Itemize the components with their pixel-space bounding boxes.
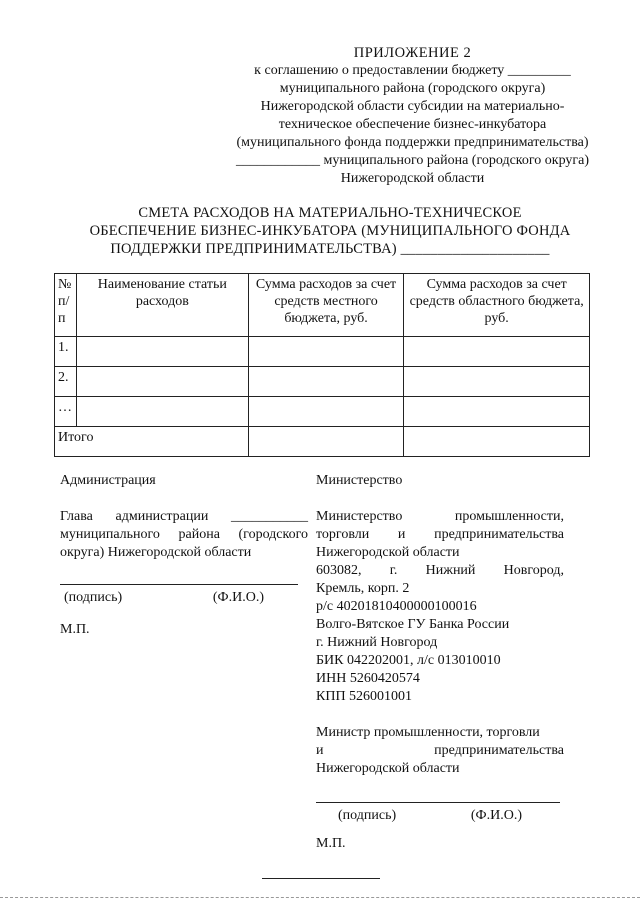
row-number: …	[55, 397, 77, 427]
kpp: КПП 526001001	[316, 689, 413, 704]
row-number: 2.	[55, 367, 77, 397]
header-item: Наименование статьи расходов	[76, 274, 248, 337]
row-number: 1.	[55, 337, 77, 367]
stamp-label: М.П.	[316, 836, 346, 851]
party-administration: Администрация	[60, 473, 156, 488]
party-ministry: Министерство	[316, 473, 403, 488]
signature-labels	[316, 807, 522, 825]
header-local-budget: Сумма расходов за счет средств местного бюджета, руб.	[248, 274, 404, 337]
table-row	[55, 367, 590, 397]
document-title	[60, 204, 600, 258]
bank-city: г. Нижний Новгород	[316, 635, 438, 650]
table-row	[55, 397, 590, 427]
appendix-line: Нижегородской области субсидии на материально-	[260, 99, 565, 114]
ministry-name-line: Министерство промышленности,	[316, 509, 564, 524]
signature-label: (подпись)	[64, 590, 123, 605]
cell-regional	[404, 397, 590, 427]
stamp-label: М.П.	[60, 622, 90, 637]
bank-name: Волго-Вятское ГУ Банка России	[316, 617, 510, 632]
ministry-address-line: Кремль, корп. 2	[316, 581, 410, 596]
appendix-line: к соглашению о предоставлении бюджету _________	[254, 63, 571, 78]
ministry-name-line: торговли и предпринимательства	[316, 527, 564, 542]
signature-labels	[60, 589, 264, 607]
bik: БИК 042202001, л/с 013010010	[316, 653, 501, 668]
cell-local	[248, 397, 404, 427]
signature-line	[60, 584, 298, 585]
header-regional-budget: Сумма расходов за счет средств областного бюджета, руб.	[404, 274, 590, 337]
total-regional	[404, 427, 590, 457]
signature-label: (подпись)	[338, 808, 397, 823]
appendix-heading: ПРИЛОЖЕНИЕ 2	[353, 45, 472, 61]
appendix-line: техническое обеспечение бизнес-инкубатора	[278, 117, 547, 132]
cell-item	[76, 337, 248, 367]
signature-line	[316, 802, 560, 803]
cell-item	[76, 397, 248, 427]
ministry-block	[316, 472, 564, 853]
appendix-line: ____________ муниципального района (городского округа)	[235, 153, 590, 168]
total-label: Итого	[55, 427, 249, 457]
bank-account: р/с 40201810400000100016	[316, 599, 477, 614]
head-of-administration-text: Глава администрации ___________ муниципального района (городского округа) Нижегородской области	[60, 509, 308, 560]
total-local	[248, 427, 404, 457]
appendix-block	[215, 44, 610, 188]
footer-line	[262, 878, 380, 879]
scan-edge-line	[0, 897, 640, 898]
appendix-line: (муниципального фонда поддержки предпринимательства)	[236, 135, 589, 150]
cell-item	[76, 367, 248, 397]
minister-title-line: Министр промышленности, торговли	[316, 725, 540, 740]
name-label: (Ф.И.О.)	[470, 808, 522, 823]
estimate-table	[54, 273, 590, 457]
table-total-row	[55, 427, 590, 457]
cell-local	[248, 367, 404, 397]
minister-title-line: и предпринимательства	[316, 743, 564, 758]
title-line: ОБЕСПЕЧЕНИЕ БИЗНЕС-ИНКУБАТОРА (МУНИЦИПАЛЬНОГО ФОНДА	[89, 223, 571, 239]
cell-regional	[404, 337, 590, 367]
ministry-name-line: Нижегородской области	[316, 545, 460, 560]
inn: ИНН 5260420574	[316, 671, 420, 686]
minister-title-line: Нижегородской области	[316, 761, 460, 776]
appendix-line: Нижегородской области	[340, 171, 485, 186]
cell-regional	[404, 367, 590, 397]
ministry-address-line: 603082, г. Нижний Новгород,	[316, 563, 564, 578]
header-number: № п/ п	[55, 274, 77, 337]
name-label: (Ф.И.О.)	[212, 590, 264, 605]
title-line: ПОДДЕРЖКИ ПРЕДПРИНИМАТЕЛЬСТВА) ____________________	[110, 241, 550, 257]
administration-block	[60, 472, 308, 639]
appendix-line: муниципального района (городского округа)	[279, 81, 546, 96]
title-line: СМЕТА РАСХОДОВ НА МАТЕРИАЛЬНО-ТЕХНИЧЕСКОЕ	[138, 205, 522, 221]
cell-local	[248, 337, 404, 367]
table-header-row	[55, 274, 590, 337]
table-row	[55, 337, 590, 367]
